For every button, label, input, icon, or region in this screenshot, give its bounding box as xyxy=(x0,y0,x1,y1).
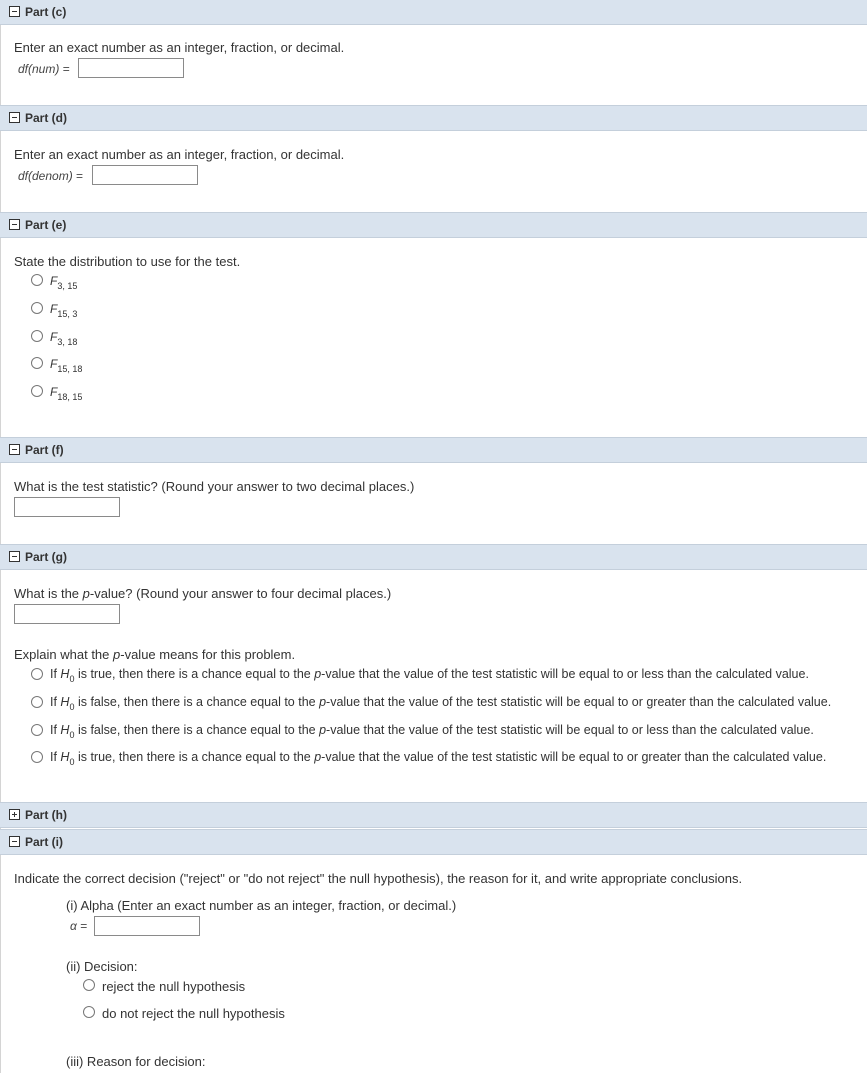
part-c-label: Part (c) xyxy=(25,5,67,19)
decision-option-reject[interactable]: reject the null hypothesis xyxy=(102,979,246,994)
part-d-instruction: Enter an exact number as an integer, fraction, or decimal. xyxy=(14,147,345,162)
left-border xyxy=(0,0,1,1073)
decision-label: (ii) Decision: xyxy=(66,959,138,974)
part-g-question: What is the p-value? (Round your answer to four decimal places.) xyxy=(14,586,392,601)
distribution-option[interactable]: $F_{18, 15}$ xyxy=(50,385,83,402)
radio-button[interactable] xyxy=(83,979,95,991)
part-c-instruction: Enter an exact number as an integer, fraction, or decimal. xyxy=(14,40,345,55)
decision-option-do-not-reject[interactable]: do not reject the null hypothesis xyxy=(102,1006,285,1021)
p-value-explanation-option[interactable]: If $H_0$ is true, then there is a chance equal to the p-value that the value of the test statistic will be equal to or less than the calculated value. xyxy=(50,667,809,684)
p-value-explanation-option[interactable]: If $H_0$ is false, then there is a chance equal to the p-value that the value of the test statistic will be equal to or greater than the calculated value. xyxy=(50,695,832,712)
collapse-icon[interactable] xyxy=(9,836,20,847)
part-g-header[interactable] xyxy=(0,544,867,570)
collapse-icon[interactable] xyxy=(9,444,20,455)
test-statistic-input[interactable] xyxy=(14,497,120,517)
part-c-field-label: df(num) = xyxy=(18,62,70,76)
radio-button[interactable] xyxy=(31,385,43,397)
radio-button[interactable] xyxy=(31,724,43,736)
radio-button[interactable] xyxy=(31,668,43,680)
part-i-header[interactable] xyxy=(0,829,867,855)
distribution-option[interactable]: $F_{15, 18}$ xyxy=(50,357,83,374)
part-d-label: Part (d) xyxy=(25,111,67,125)
p-value-explanation-option[interactable]: If $H_0$ is false, then there is a chance equal to the p-value that the value of the test statistic will be equal to or less than the calculated value. xyxy=(50,723,814,740)
df-denom-input[interactable] xyxy=(92,165,198,185)
reason-label: (iii) Reason for decision: xyxy=(66,1054,206,1069)
radio-button[interactable] xyxy=(83,1006,95,1018)
collapse-icon[interactable] xyxy=(9,219,20,230)
part-d-field-label: df(denom) = xyxy=(18,169,84,183)
radio-button[interactable] xyxy=(31,696,43,708)
df-num-input[interactable] xyxy=(78,58,184,78)
p-value-input[interactable] xyxy=(14,604,120,624)
part-h-label: Part (h) xyxy=(25,808,67,822)
alpha-label: (i) Alpha (Enter an exact number as an integer, fraction, or decimal.) xyxy=(66,898,457,913)
collapse-icon[interactable] xyxy=(9,112,20,123)
part-g-label: Part (g) xyxy=(25,550,67,564)
part-h-header[interactable] xyxy=(0,802,867,828)
part-d-header[interactable] xyxy=(0,105,867,131)
radio-button[interactable] xyxy=(31,274,43,286)
alpha-input[interactable] xyxy=(94,916,200,936)
part-i-instruction: Indicate the correct decision ("reject" or "do not reject" the null hypothesis), the reason for it, and write appropriate conclusions. xyxy=(14,871,743,886)
p-value-explain-label: Explain what the p-value means for this problem. xyxy=(14,647,296,662)
part-e-question: State the distribution to use for the test. xyxy=(14,254,241,269)
distribution-option[interactable]: $F_{3, 15}$ xyxy=(50,274,78,291)
distribution-option[interactable]: $F_{15, 3}$ xyxy=(50,302,78,319)
part-i-label: Part (i) xyxy=(25,835,64,849)
part-f-question: What is the test statistic? (Round your answer to two decimal places.) xyxy=(14,479,415,494)
part-e-label: Part (e) xyxy=(25,218,67,232)
radio-button[interactable] xyxy=(31,357,43,369)
radio-button[interactable] xyxy=(31,751,43,763)
part-f-header[interactable] xyxy=(0,437,867,463)
p-value-explanation-option[interactable]: If $H_0$ is true, then there is a chance equal to the p-value that the value of the test statistic will be equal to or greater than the calculated value. xyxy=(50,750,827,767)
collapse-icon[interactable] xyxy=(9,6,20,17)
part-c-header[interactable] xyxy=(0,0,867,25)
collapse-icon[interactable] xyxy=(9,551,20,562)
expand-icon[interactable] xyxy=(9,809,20,820)
distribution-option[interactable]: $F_{3, 18}$ xyxy=(50,330,78,347)
alpha-field-label: α = xyxy=(70,919,88,933)
part-e-header[interactable] xyxy=(0,212,867,238)
radio-button[interactable] xyxy=(31,330,43,342)
radio-button[interactable] xyxy=(31,302,43,314)
part-f-label: Part (f) xyxy=(25,443,64,457)
